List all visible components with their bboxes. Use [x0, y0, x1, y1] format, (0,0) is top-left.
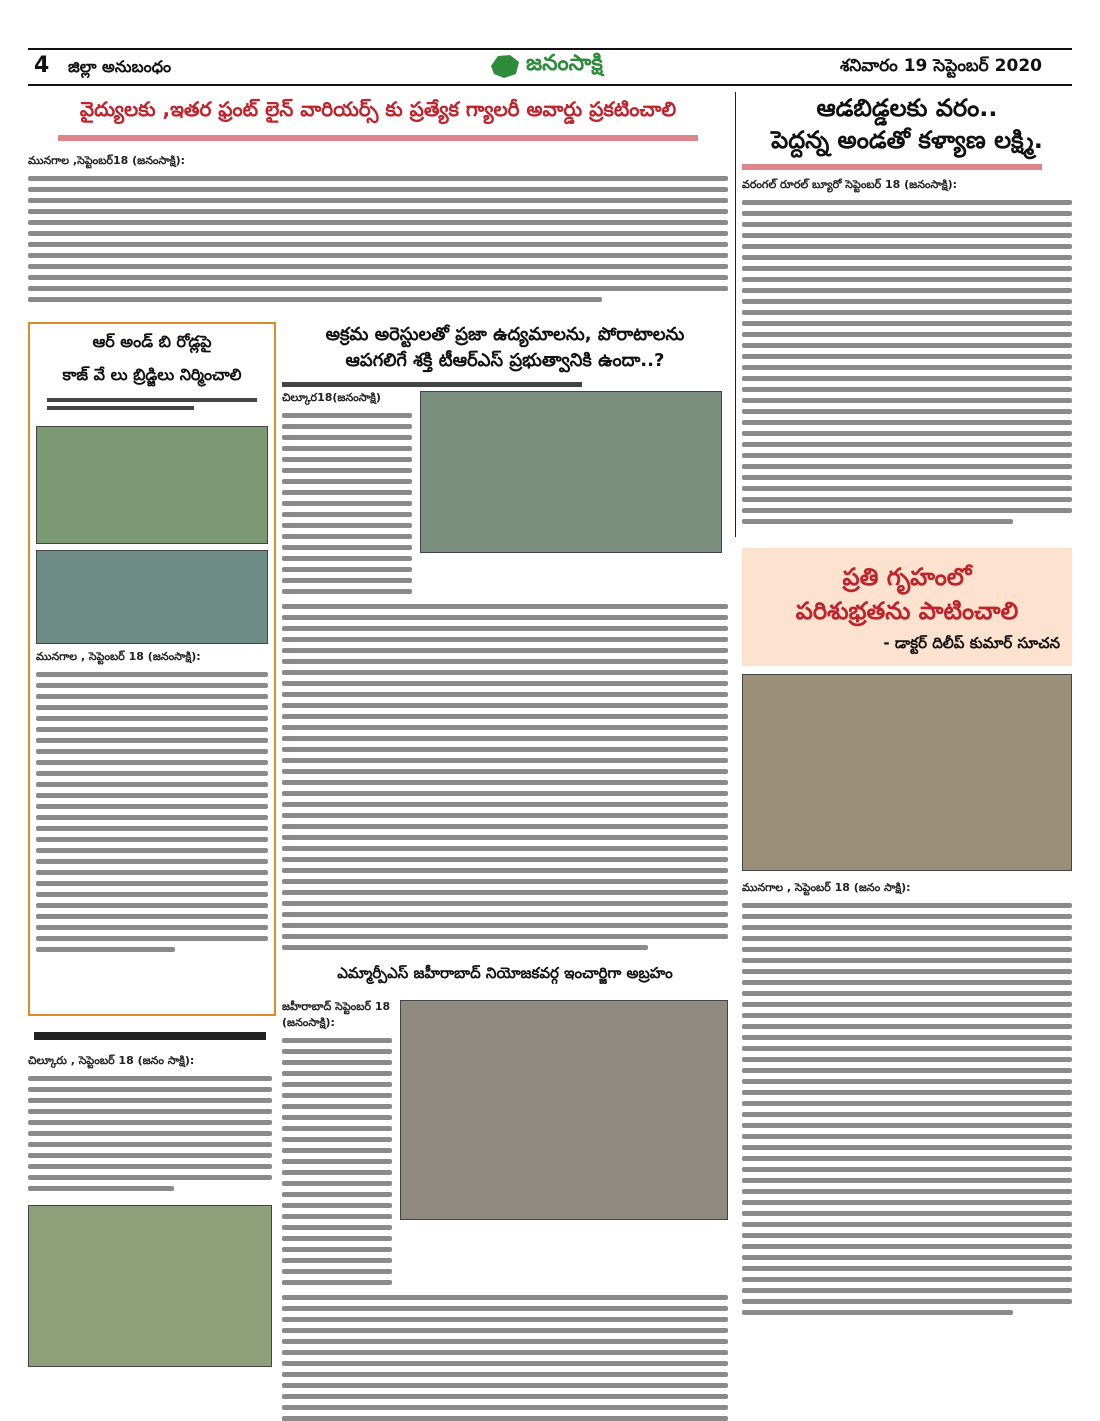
center-body-narrow	[282, 413, 412, 594]
left-bottom-story	[28, 1022, 272, 1407]
right-box-body	[742, 903, 1072, 1315]
right-top-headline-1: ఆడబిడ్డలకు వరం..	[816, 94, 998, 122]
center-bottom-story	[282, 952, 728, 1407]
right-top-body	[742, 200, 1072, 524]
left-photo-1	[36, 426, 268, 544]
top-story-dateline: మునగాల ,సెప్టెంబర్18 (జనంసాక్షి):	[28, 154, 186, 167]
center-byline	[282, 382, 582, 387]
logo-text: జనంసాక్షి	[526, 51, 603, 76]
right-top-headline-2: పెద్దన్న అండతో కళ్యాణ లక్ష్మి.	[771, 126, 1043, 154]
left-box-dateline: మునగాల , సెప్టెంబర్ 18 (జనంసాక్షి):	[36, 650, 201, 663]
left-box-story	[28, 322, 276, 1016]
section-name: జిల్లా అనుబంధం	[68, 57, 172, 76]
left-box-byline	[47, 398, 257, 412]
top-story-body	[28, 176, 728, 302]
map-logo-icon	[488, 52, 522, 80]
center-body-wide	[282, 604, 728, 950]
center-bottom-photo	[400, 1000, 729, 1220]
right-top-story	[742, 92, 1072, 537]
right-box-headline-1: ప్రతి గృహంలో	[842, 563, 972, 591]
right-box-story	[742, 548, 1072, 1408]
top-story-headline: వైద్యులకు ,ఇతర ఫ్రంట్ లైన్ వారియర్స్ కు ప్రత్యేక గ్యాలరీ అవార్డు ప్రకటించాలి	[79, 97, 677, 121]
right-top-byline	[742, 164, 1042, 170]
center-photo	[420, 391, 722, 553]
center-bottom-dateline: జహీరాబాద్ సెప్టెంబర్ 18 (జనంసాక్షి):	[282, 1000, 391, 1029]
newspaper-logo	[488, 51, 603, 81]
right-box-photo	[742, 674, 1072, 871]
center-story	[282, 322, 728, 947]
right-box-dateline: మునగాల , సెప్టెంబర్ 18 (జనం సాక్షి):	[742, 881, 911, 894]
left-bottom-dateline: చిల్కూరు , సెప్టెంబర్ 18 (జనం సాక్షి):	[28, 1054, 195, 1067]
left-box-headline-2: కాజ్ వే లు బ్రిడ్జిలు నిర్మించాలి	[62, 365, 242, 384]
center-headline-1: అక్రమ అరెస్టులతో ప్రజా ఉద్యమాలను, పోరాటాలను	[325, 324, 685, 345]
right-box-subhead: - డాక్టర్ దిలీప్ కుమార్ సూచన	[883, 634, 1060, 652]
right-box-header	[742, 548, 1072, 666]
masthead	[28, 48, 1072, 86]
center-bottom-headline: ఎమ్మార్పీఎస్ జహీరాబాద్ నియోజకవర్గ ఇంచార్జిగా అబ్రహం	[337, 964, 673, 982]
top-story-byline	[28, 128, 728, 148]
left-box-headline-1: ఆర్ అండ్ బి రోడ్లపై	[92, 332, 212, 351]
column-divider	[735, 92, 736, 537]
page-number: 4	[34, 53, 50, 78]
center-bottom-body-wide	[282, 1295, 728, 1421]
left-bottom-body	[28, 1076, 272, 1191]
center-bottom-body-narrow	[282, 1038, 392, 1285]
left-box-body	[36, 672, 268, 952]
center-headline-2: ఆపగలిగే శక్తి టీఆర్ఎస్ ప్రభుత్వానికి ఉందా..?	[345, 350, 665, 371]
left-bottom-headline	[34, 1032, 266, 1040]
issue-date: శనివారం 19 సెప్టెంబర్ 2020	[840, 56, 1042, 76]
right-top-dateline: వరంగల్ రూరల్ బ్యూరో సెప్టెంబర్ 18 (జనంసాక్షి):	[742, 178, 958, 191]
center-dateline: చిల్కూర18(జనంసాక్షి)	[282, 391, 381, 404]
top-story	[28, 92, 728, 297]
left-photo-3	[28, 1205, 272, 1367]
right-box-headline-2: పరిశుభ్రతను పాటించాలి	[795, 597, 1019, 625]
left-photo-2	[36, 550, 268, 644]
